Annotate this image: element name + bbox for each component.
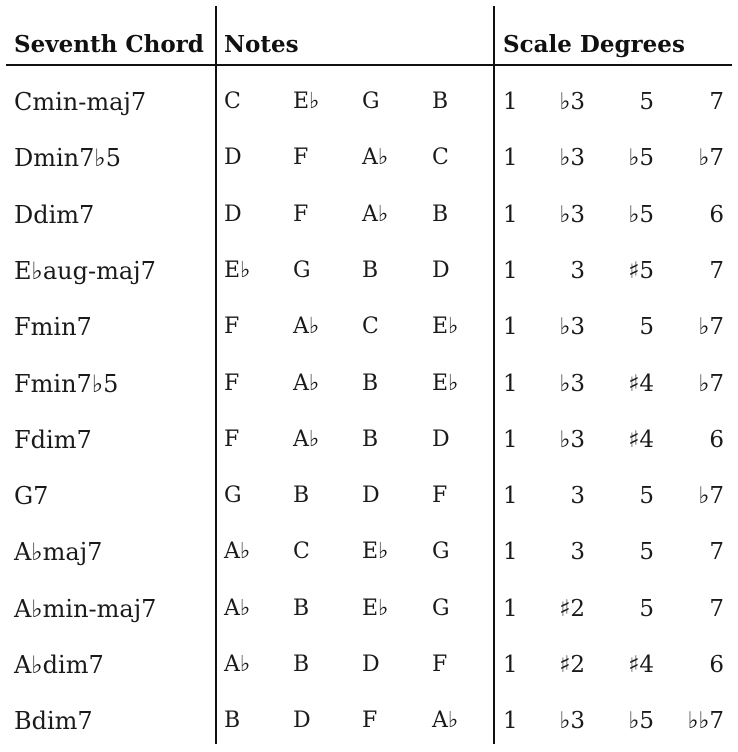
scale-degree-cell: 1 — [503, 483, 518, 510]
note-cell: E♭ — [432, 370, 459, 396]
scale-degree-cell: 1 — [503, 426, 518, 453]
note-cell: F — [293, 145, 309, 171]
note-cell: E♭ — [362, 539, 389, 565]
note-cell: A♭ — [432, 708, 459, 734]
scale-degree-cell: 5 — [639, 314, 654, 341]
note-cell: G — [432, 539, 450, 565]
scale-degree-cell: 7 — [709, 89, 724, 115]
scale-degree-cell: 6 — [709, 201, 724, 228]
table-row — [0, 74, 738, 130]
note-cell: D — [293, 708, 311, 734]
note-cell: F — [224, 426, 240, 452]
note-cell: A♭ — [293, 426, 320, 452]
scale-degree-cell: ♭5 — [628, 708, 654, 735]
table-row — [0, 412, 738, 468]
table-row — [0, 524, 738, 580]
scale-degree-cell: 5 — [639, 595, 654, 622]
note-cell: F — [432, 652, 448, 677]
table-row — [0, 581, 738, 637]
scale-degree-cell: 7 — [709, 539, 724, 566]
chord-name: A♭dim7 — [14, 651, 104, 679]
chord-name: Bdim7 — [14, 707, 93, 736]
scale-degree-cell: ♭3 — [559, 201, 585, 228]
scale-degree-cell: 7 — [709, 595, 724, 622]
note-cell: D — [224, 145, 242, 171]
scale-degree-cell: ♭3 — [559, 145, 585, 172]
chord-name: A♭min-maj7 — [14, 594, 157, 623]
header-scale-degrees: Scale Degrees — [503, 31, 685, 58]
scale-degree-cell: ♯2 — [559, 595, 585, 622]
note-cell: G — [293, 257, 311, 283]
scale-degree-cell: 1 — [503, 145, 518, 172]
note-cell: C — [293, 539, 310, 565]
scale-degree-cell: ♭3 — [559, 426, 585, 453]
scale-degree-cell: 1 — [503, 370, 518, 397]
scale-degree-cell: ♭3 — [559, 314, 585, 341]
table-row — [0, 187, 738, 243]
scale-degree-cell: 1 — [503, 201, 518, 228]
note-cell: E♭ — [432, 314, 459, 340]
scale-degree-cell: ♭7 — [698, 145, 724, 172]
note-cell: B — [362, 426, 379, 452]
note-cell: A♭ — [362, 145, 389, 171]
note-cell: F — [293, 201, 309, 227]
scale-degree-cell: ♯2 — [559, 652, 585, 678]
note-cell: B — [293, 652, 310, 677]
table-row — [0, 299, 738, 355]
note-cell: G — [362, 89, 380, 114]
table-row — [0, 693, 738, 749]
note-cell: A♭ — [362, 201, 389, 227]
table-row — [0, 130, 738, 186]
scale-degree-cell: ♭3 — [559, 708, 585, 735]
note-cell: E♭ — [362, 595, 389, 621]
note-cell: A♭ — [224, 652, 251, 677]
chord-name: E♭aug-maj7 — [14, 256, 156, 285]
scale-degree-cell: ♯4 — [628, 426, 654, 453]
chord-name: Fmin7♭5 — [14, 369, 119, 398]
scale-degree-cell: 6 — [709, 426, 724, 453]
table-row — [0, 356, 738, 412]
scale-degree-cell: ♭5 — [628, 201, 654, 228]
scale-degree-cell: ♯4 — [628, 370, 654, 397]
note-cell: E♭ — [293, 89, 320, 114]
header-notes: Notes — [224, 31, 299, 58]
scale-degree-cell: ♭7 — [698, 483, 724, 510]
scale-degree-cell: 1 — [503, 314, 518, 341]
note-cell: A♭ — [293, 370, 320, 396]
scale-degree-cell: 3 — [570, 539, 585, 566]
scale-degree-cell: ♭3 — [559, 370, 585, 397]
note-cell: D — [362, 652, 380, 677]
scale-degree-cell: ♭7 — [698, 370, 724, 397]
note-cell: F — [224, 314, 240, 340]
note-cell: F — [224, 370, 240, 396]
note-cell: C — [224, 89, 241, 114]
scale-degree-cell: 5 — [639, 483, 654, 510]
scale-degree-cell: 5 — [639, 539, 654, 566]
scale-degree-cell: 1 — [503, 652, 518, 678]
chord-name: Fdim7 — [14, 425, 92, 454]
note-cell: A♭ — [293, 314, 320, 340]
chord-name: Fmin7 — [14, 313, 92, 342]
note-cell: D — [224, 201, 242, 227]
header-rule — [6, 64, 732, 66]
scale-degree-cell: 3 — [570, 257, 585, 284]
chord-name: Ddim7 — [14, 200, 95, 229]
note-cell: B — [432, 201, 449, 227]
note-cell: C — [362, 314, 379, 340]
note-cell: A♭ — [224, 539, 251, 565]
scale-degree-cell: ♭7 — [698, 314, 724, 341]
note-cell: F — [362, 708, 378, 734]
scale-degree-cell: 6 — [709, 652, 724, 678]
scale-degree-cell: 1 — [503, 89, 518, 115]
scale-degree-cell: 7 — [709, 257, 724, 284]
table-row — [0, 243, 738, 299]
note-cell: F — [432, 483, 448, 509]
note-cell: G — [224, 483, 242, 509]
note-cell: D — [362, 483, 380, 509]
note-cell: E♭ — [224, 257, 251, 283]
scale-degree-cell: ♯4 — [628, 652, 654, 678]
table-row — [0, 637, 738, 693]
scale-degree-cell: 5 — [639, 89, 654, 115]
scale-degree-cell: ♯5 — [628, 257, 654, 284]
note-cell: D — [432, 426, 450, 452]
table-row — [0, 468, 738, 524]
scale-degree-cell: 3 — [570, 483, 585, 510]
scale-degree-cell: ♭3 — [559, 89, 585, 115]
chord-name: Cmin-maj7 — [14, 88, 147, 116]
note-cell: G — [432, 595, 450, 621]
chord-name: A♭maj7 — [14, 538, 103, 567]
chord-name: Dmin7♭5 — [14, 144, 121, 173]
scale-degree-cell: 1 — [503, 539, 518, 566]
note-cell: B — [362, 257, 379, 283]
scale-degree-cell: ♭♭7 — [687, 708, 724, 735]
note-cell: A♭ — [224, 595, 251, 621]
scale-degree-cell: ♭5 — [628, 145, 654, 172]
note-cell: D — [432, 257, 450, 283]
note-cell: B — [432, 89, 449, 114]
note-cell: B — [293, 483, 310, 509]
scale-degree-cell: 1 — [503, 708, 518, 735]
scale-degree-cell: 1 — [503, 257, 518, 284]
note-cell: B — [362, 370, 379, 396]
header-seventh-chord: Seventh Chord — [14, 31, 204, 58]
note-cell: B — [293, 595, 310, 621]
note-cell: C — [432, 145, 449, 171]
scale-degree-cell: 1 — [503, 595, 518, 622]
chord-name: G7 — [14, 482, 49, 511]
note-cell: B — [224, 708, 241, 734]
